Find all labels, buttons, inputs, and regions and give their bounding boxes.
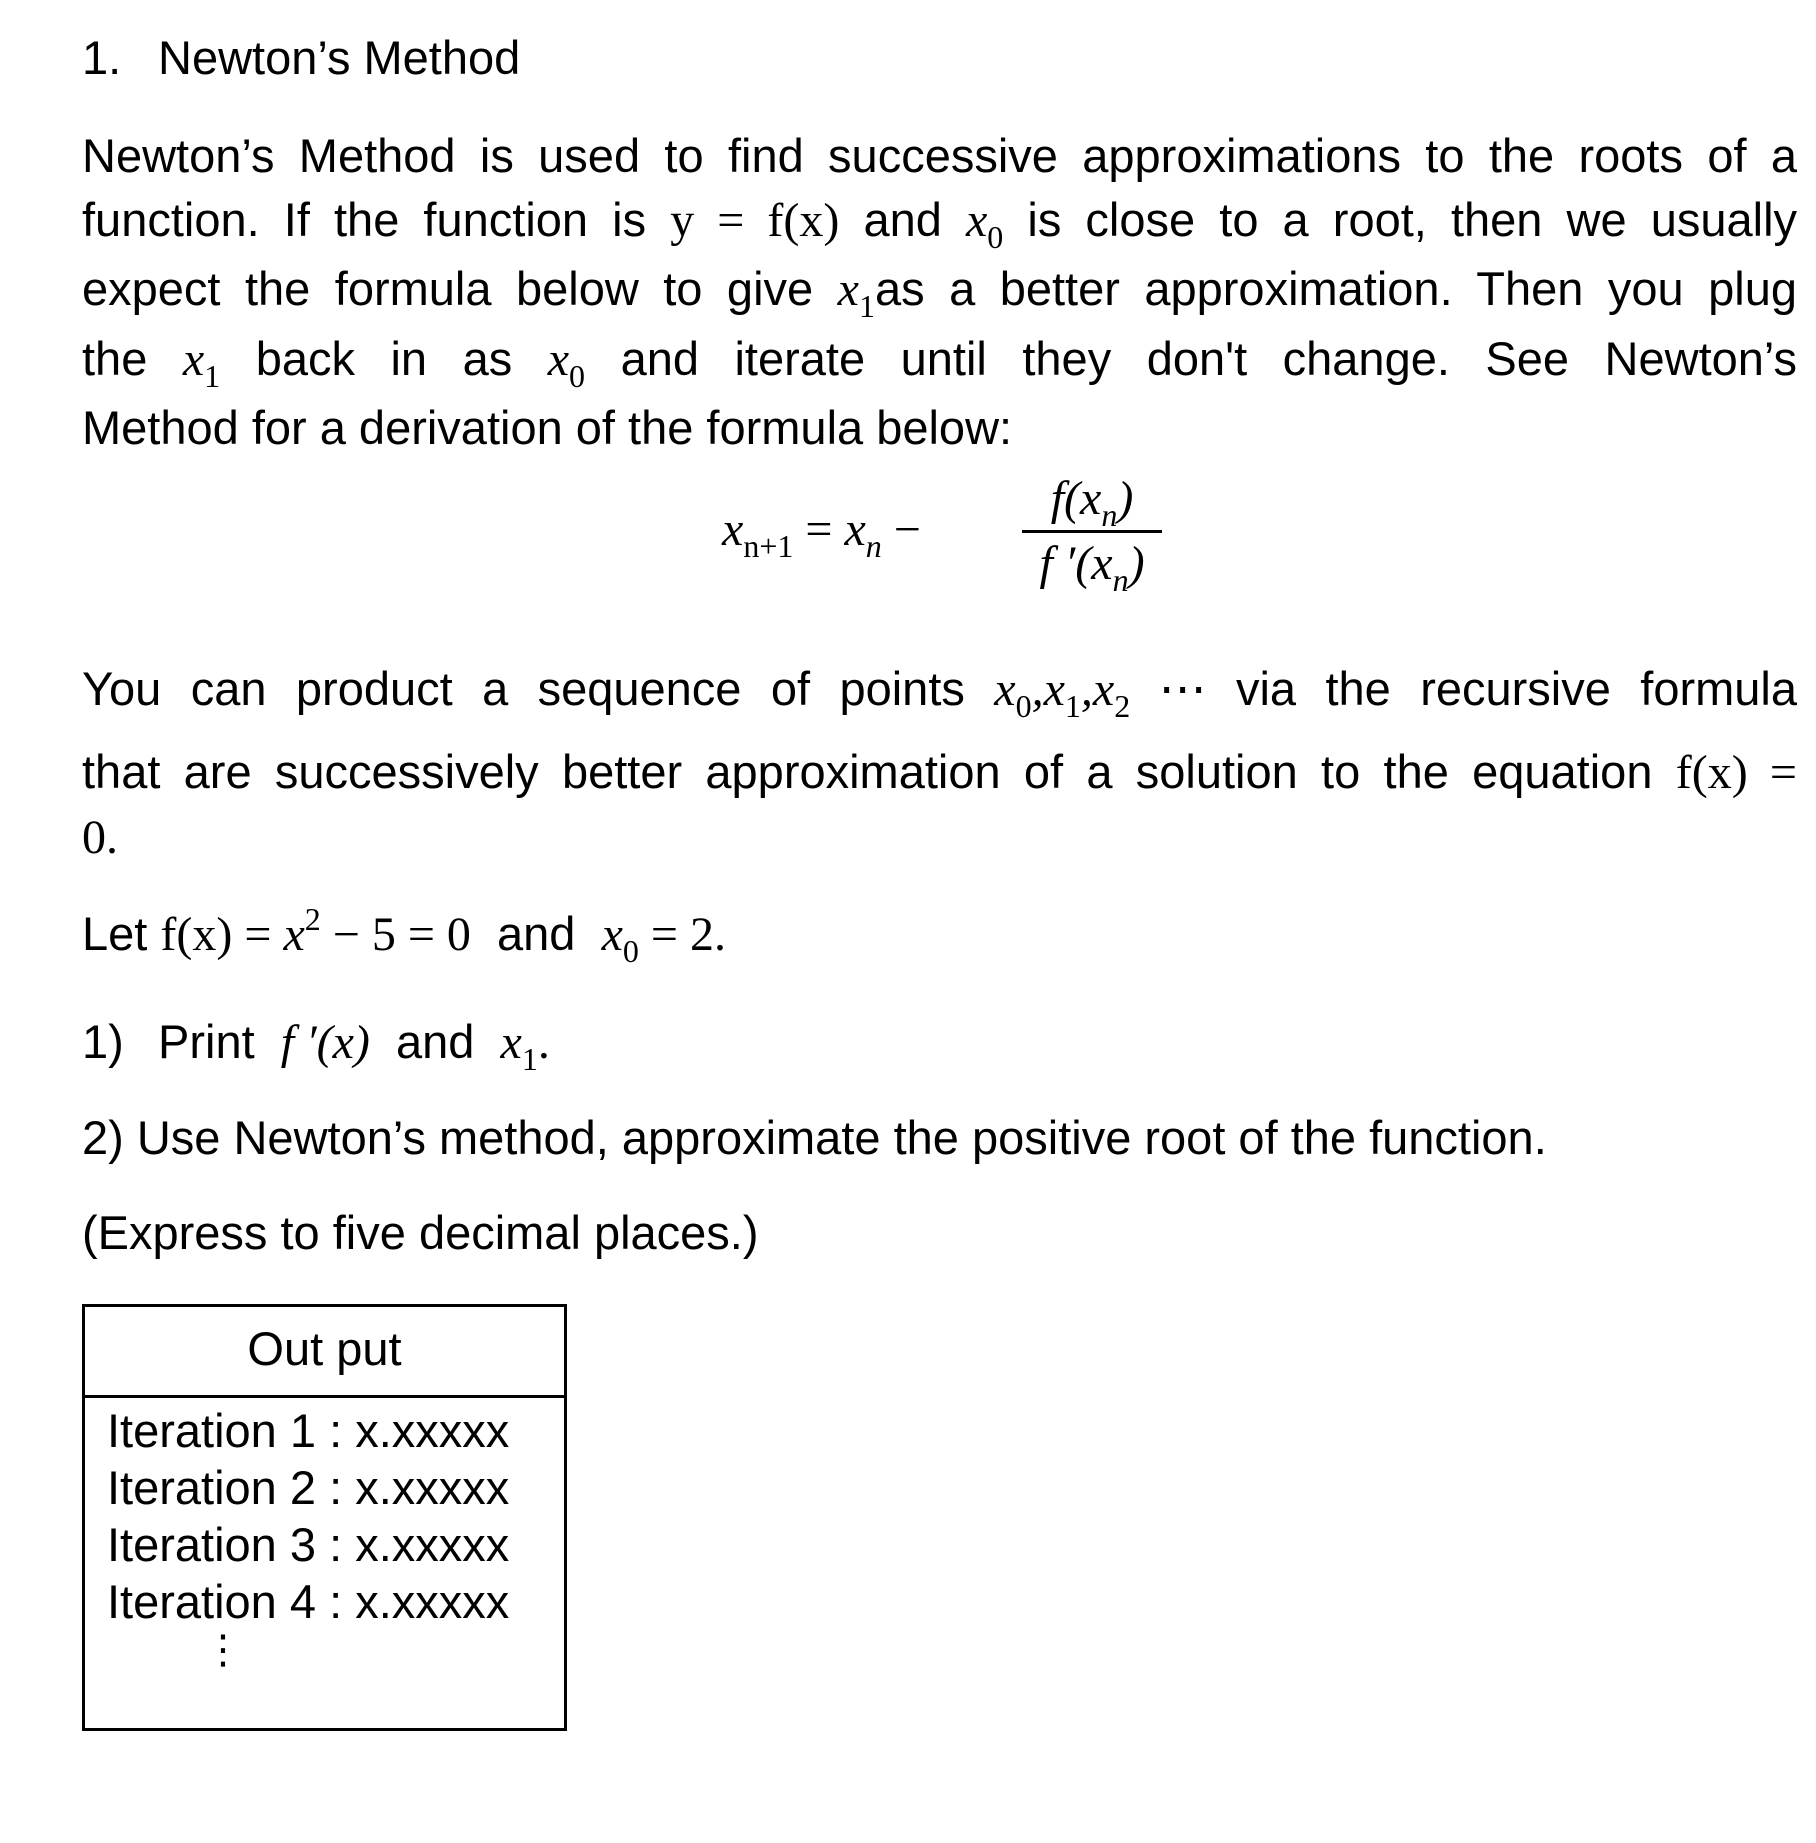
- math-var: x: [1043, 663, 1065, 716]
- math-var: (x: [1064, 472, 1102, 525]
- sequence-text: via the recursive formula: [1235, 662, 1797, 715]
- math-var: x: [1092, 663, 1115, 716]
- math-var: f ′: [1039, 537, 1076, 590]
- equation-fx-def: [160, 901, 471, 961]
- math-fprime: f ′(x): [280, 1016, 370, 1069]
- math-subscript: 0: [987, 218, 1004, 255]
- math-text: = 2.: [638, 908, 726, 961]
- equation-y-fx: y = f(x): [670, 193, 840, 247]
- math-subscript: n: [865, 528, 882, 564]
- intro-line-2: [82, 188, 1797, 258]
- math-subscript: n+1: [743, 528, 794, 564]
- math-var: x: [844, 503, 866, 556]
- output-header: Out put: [85, 1307, 564, 1398]
- math-var: x: [182, 332, 205, 386]
- intro-text: the: [82, 331, 148, 385]
- math-subscript: 0: [1015, 688, 1032, 724]
- math-x0: [965, 193, 1004, 255]
- math-subscript: 2: [1114, 688, 1131, 724]
- intro-line-4: [82, 327, 1797, 397]
- math-x1: [837, 263, 875, 324]
- intro-text: is close to a root, then we usually: [1027, 192, 1798, 246]
- math-comma: ,: [1080, 663, 1093, 716]
- math-text: − 5 = 0: [320, 908, 471, 961]
- math-var: x: [601, 908, 623, 961]
- intro-text: and iterate until they don't change. See Newton’s: [620, 331, 1798, 385]
- math-subscript: n: [1101, 497, 1118, 533]
- question-text: Print: [158, 1015, 255, 1068]
- intro-text: expect the formula below to give: [82, 262, 814, 315]
- section-number: 1.: [82, 31, 122, 84]
- question-number: 1): [82, 1015, 124, 1068]
- math-paren: ): [1117, 472, 1134, 525]
- math-sequence: [994, 663, 1207, 724]
- intro-text: back in as: [255, 331, 513, 385]
- math-subscript: 1: [521, 1041, 538, 1077]
- math-subscript: n: [1112, 562, 1129, 598]
- output-row: Iteration 4 : x.xxxxx: [107, 1575, 510, 1628]
- math-var: f: [1050, 472, 1065, 525]
- question-2: 2) Use Newton’s method, approximate the positive root of the function.: [82, 1111, 1547, 1164]
- sequence-paragraph: [82, 650, 1797, 865]
- math-paren: ): [1128, 537, 1145, 590]
- math-subscript: 0: [622, 933, 639, 969]
- sequence-line-2: [82, 733, 1797, 811]
- output-row: Iteration 1 : x.xxxxx: [107, 1404, 510, 1457]
- math-var: x: [500, 1016, 522, 1069]
- math-ellipsis: ⋯: [1130, 663, 1207, 716]
- let-statement: [82, 901, 726, 969]
- math-text: f(x) =: [160, 908, 284, 961]
- math-x1: [182, 332, 221, 394]
- math-var: x: [722, 503, 744, 556]
- math-var: x: [965, 193, 988, 247]
- question-text: and: [396, 1015, 475, 1068]
- intro-line-5: Method for a derivation of the formula below:: [82, 401, 1013, 454]
- equals-sign: =: [793, 503, 845, 556]
- math-var: (x: [1075, 537, 1113, 590]
- intro-text: function. If the function is: [82, 192, 647, 246]
- section-heading: [82, 28, 520, 88]
- output-rows: [85, 1398, 564, 1673]
- math-subscript: 1: [204, 357, 221, 394]
- let-label: Let: [82, 907, 148, 960]
- output-row: Iteration 3 : x.xxxxx: [107, 1518, 510, 1571]
- section-title: Newton’s Method: [158, 31, 521, 84]
- math-var: x: [837, 263, 859, 316]
- sequence-line-1: [82, 650, 1797, 733]
- output-box: [82, 1304, 567, 1731]
- math-subscript: 0: [569, 357, 586, 394]
- fraction-numerator: [1022, 470, 1162, 533]
- fraction-denominator: [1022, 535, 1162, 598]
- fraction-bar: [1022, 530, 1162, 533]
- precision-note: (Express to five decimal places.): [82, 1206, 759, 1259]
- intro-text: and: [863, 192, 942, 246]
- math-var: x: [547, 332, 570, 386]
- equation-fx: f(x) =: [1675, 746, 1797, 799]
- output-row: Iteration 2 : x.xxxxx: [107, 1461, 510, 1514]
- equation-x0-value: [601, 908, 726, 969]
- minus-sign: −: [881, 503, 921, 556]
- intro-text: as a better approximation. Then you plug: [874, 262, 1797, 315]
- math-superscript: 2: [304, 901, 321, 937]
- question-1: [82, 1014, 550, 1077]
- math-subscript: 1: [858, 288, 875, 324]
- intro-line-1: Newton’s Method is used to find successive approximations to the roots of a: [82, 129, 1797, 182]
- formula-lhs: [722, 502, 921, 564]
- math-x0: [547, 332, 586, 394]
- math-var: x: [283, 908, 305, 961]
- sequence-text: that are successively better approximation of a solution to the equation: [82, 745, 1653, 798]
- sequence-line-3: 0.: [82, 811, 118, 864]
- intro-paragraph: [82, 124, 1797, 460]
- math-var: x: [994, 663, 1016, 716]
- math-x1: [500, 1016, 550, 1077]
- sequence-text: You can product a sequence of points: [82, 662, 965, 715]
- math-subscript: 1: [1064, 688, 1081, 724]
- math-comma: ,: [1031, 663, 1044, 716]
- intro-line-3: [82, 257, 1797, 327]
- let-and: and: [497, 907, 576, 960]
- vertical-ellipsis: ⋮: [203, 1627, 243, 1673]
- formula-fraction: [1022, 470, 1162, 598]
- math-period: .: [537, 1016, 550, 1069]
